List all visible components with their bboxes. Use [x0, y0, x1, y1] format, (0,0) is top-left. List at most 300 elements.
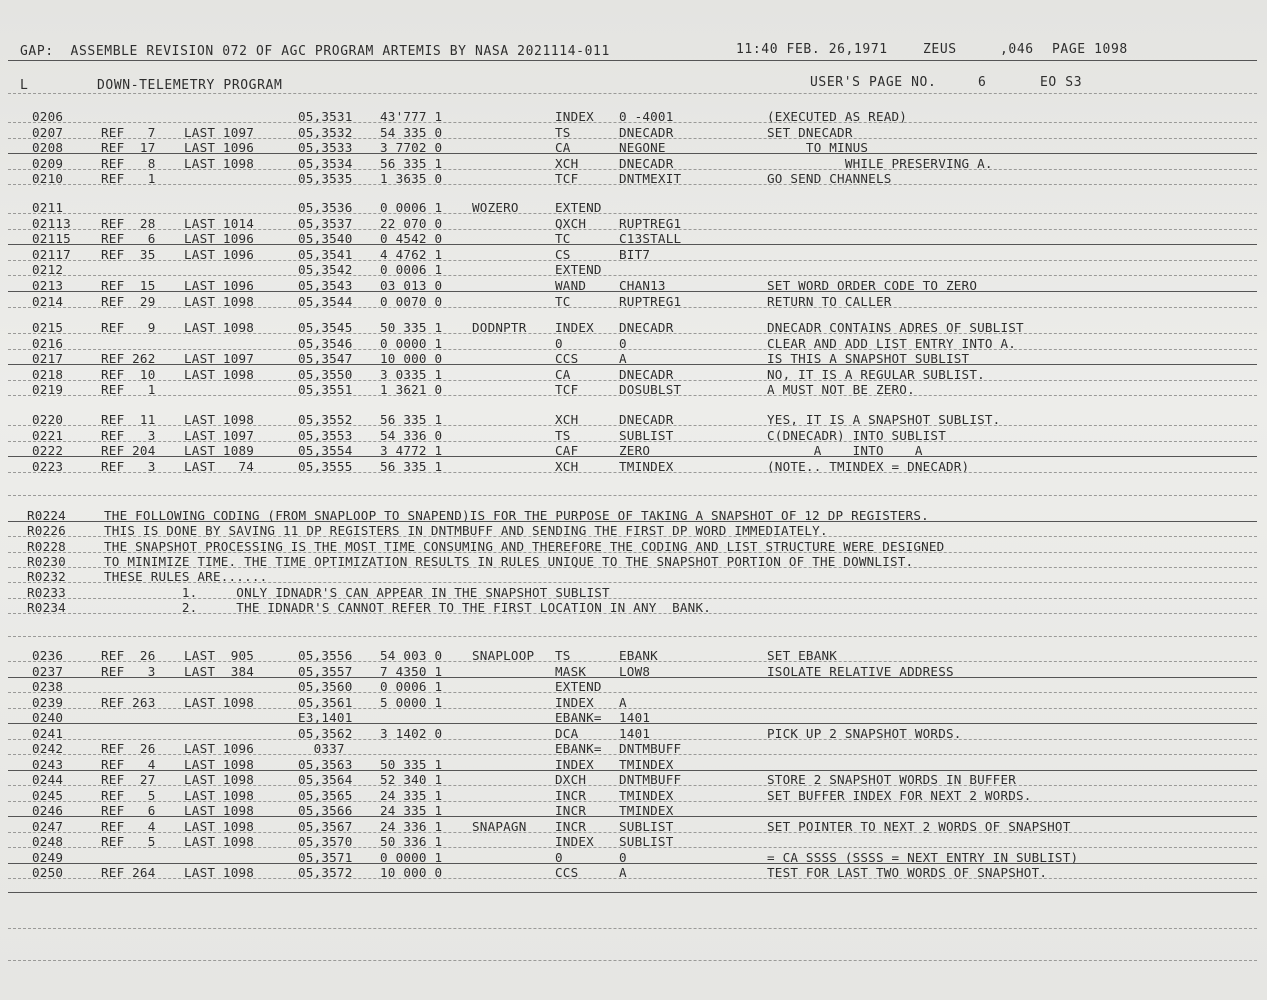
cell-card: 0209 — [32, 155, 64, 171]
cell-comment: TO MINUS — [767, 140, 869, 156]
cell-op: INCR — [555, 803, 587, 818]
cell-card: 0211 — [32, 200, 64, 215]
cell-op: XCH — [555, 412, 579, 427]
cell-ref: REF 3 — [101, 458, 156, 474]
cell-word: 43'777 1 — [380, 109, 443, 124]
cell-addr: 05,3551 — [298, 382, 353, 398]
cell-ref: REF 262 — [101, 351, 156, 367]
cell-card: 0220 — [32, 412, 64, 427]
cell-ref: REF 10 — [101, 366, 156, 382]
cell-ref: REF 204 — [101, 443, 156, 459]
cell-op: EXTEND — [555, 679, 602, 694]
cell-operand: A — [619, 694, 627, 710]
cell-operand: CHAN13 — [619, 278, 666, 293]
assembly-timestamp: 11:40 FEB. 26,1971 — [736, 42, 888, 57]
cell-op: EXTEND — [555, 262, 602, 278]
cell-word: 50 335 1 — [380, 320, 443, 335]
cell-operand: DNECADR — [619, 155, 674, 171]
cell-op: XCH — [555, 458, 579, 474]
solid-rule — [8, 770, 1257, 771]
cell-operand: BIT7 — [619, 246, 651, 262]
cell-op: TCF — [555, 171, 579, 187]
cell-addr: 05,3550 — [298, 366, 353, 382]
dashed-rule — [8, 138, 1257, 139]
cell-op: EBANK= — [555, 710, 602, 725]
cell-card: 0237 — [32, 663, 64, 679]
dashed-rule — [8, 333, 1257, 334]
cell-comment: C(DNECADR) INTO SUBLIST — [767, 427, 946, 443]
cell-comment: SET DNECADR — [767, 124, 853, 140]
cell-operand: 0 — [619, 335, 627, 351]
cell-op: DXCH — [555, 772, 587, 787]
cell-op: CCS — [555, 351, 579, 367]
cell-operand: A — [619, 865, 627, 880]
dashed-rule — [8, 472, 1257, 473]
cell-addr: 05,3570 — [298, 834, 353, 849]
cell-addr: 05,3554 — [298, 443, 353, 459]
dashed-rule — [8, 847, 1257, 848]
cell-addr: 05,3542 — [298, 262, 353, 278]
cell-addr: 05,3532 — [298, 124, 353, 140]
solid-rule — [8, 291, 1257, 292]
solid-rule — [8, 153, 1257, 154]
cell-addr: 05,3531 — [298, 109, 353, 124]
dashed-rule — [8, 380, 1257, 381]
dashed-rule — [8, 785, 1257, 786]
users-page-number: 6 — [978, 75, 987, 90]
cell-label: SNAPAGN — [472, 818, 527, 834]
cell-word: 10 000 0 — [380, 865, 443, 880]
cell-last: LAST 1096 — [184, 231, 255, 247]
cell-ref: REF 17 — [101, 140, 156, 156]
cell-ref: REF 27 — [101, 772, 156, 787]
assembly-code: ,046 — [1000, 42, 1034, 57]
cell-comment: DNECADR CONTAINS ADRES OF SUBLIST — [767, 320, 1024, 335]
cell-addr: 05,3571 — [298, 849, 353, 865]
cell-word: 0 0070 0 — [380, 293, 443, 309]
cell-card: 0210 — [32, 171, 64, 187]
cell-comment: WHILE PRESERVING A. — [767, 155, 993, 171]
dashed-rule — [8, 395, 1257, 396]
cell-ref: REF 4 — [101, 818, 156, 834]
cell-operand: EBANK — [619, 648, 658, 663]
cell-addr: 05,3537 — [298, 215, 353, 231]
cell-last: LAST 1014 — [184, 215, 255, 231]
cell-card: 0216 — [32, 335, 64, 351]
cell-operand: DNTMBUFF — [619, 772, 682, 787]
cell-last: LAST 905 — [184, 648, 255, 663]
cell-op: CAF — [555, 443, 579, 459]
cell-addr: 05,3563 — [298, 756, 353, 772]
dashed-rule — [8, 93, 1257, 94]
cell-ref: REF 7 — [101, 124, 156, 140]
cell-word: 1 3635 0 — [380, 171, 443, 187]
cell-op: DCA — [555, 725, 579, 741]
cell-operand: NEGONE — [619, 140, 666, 156]
cell-op: CS — [555, 246, 571, 262]
cell-operand: 0 — [619, 849, 627, 865]
cell-last: LAST 74 — [184, 458, 255, 474]
cell-op: TCF — [555, 382, 579, 398]
cell-word: 50 335 1 — [380, 756, 443, 772]
cell-label: WOZERO — [472, 200, 519, 215]
cell-last: LAST 1098 — [184, 803, 255, 818]
cell-last: LAST 1098 — [184, 818, 255, 834]
cell-comment: IS THIS A SNAPSHOT SUBLIST — [767, 351, 970, 367]
cell-card: 0206 — [32, 109, 64, 124]
cell-card: 0249 — [32, 849, 64, 865]
cell-card: 02117 — [32, 246, 71, 262]
cell-word: 56 335 1 — [380, 155, 443, 171]
eo-code: EO S3 — [1040, 75, 1083, 90]
cell-operand: DNECADR — [619, 412, 674, 427]
cell-word: 24 335 1 — [380, 787, 443, 803]
cell-operand: 1401 — [619, 725, 651, 741]
solid-rule — [8, 863, 1257, 864]
cell-ref: REF 1 — [101, 382, 156, 398]
cell-op: CA — [555, 366, 571, 382]
cell-last: LAST 1098 — [184, 320, 255, 335]
solid-rule — [8, 456, 1257, 457]
cell-addr: 05,3534 — [298, 155, 353, 171]
cell-card: 0217 — [32, 351, 64, 367]
remark-card: R0232 — [27, 569, 66, 585]
remark-text: THE SNAPSHOT PROCESSING IS THE MOST TIME CONSUMING AND THEREFORE THE CODING AND LIST STRUCTURE WERE DESIGNED — [104, 538, 945, 554]
cell-operand: TMINDEX — [619, 787, 674, 803]
section-title: DOWN-TELEMETRY PROGRAM — [97, 78, 283, 93]
cell-comment: YES, IT IS A SNAPSHOT SUBLIST. — [767, 412, 1001, 427]
cell-ref: REF 29 — [101, 293, 156, 309]
section-letter: L — [20, 78, 29, 93]
dashed-rule — [8, 754, 1257, 755]
cell-addr: 05,3564 — [298, 772, 353, 787]
dashed-rule — [8, 613, 1257, 614]
dashed-rule — [8, 960, 1257, 961]
cell-ref: REF 9 — [101, 320, 156, 335]
dashed-rule — [8, 169, 1257, 170]
cell-ref: REF 263 — [101, 694, 156, 710]
cell-word: 54 003 0 — [380, 648, 443, 663]
cell-word: 3 7702 0 — [380, 140, 443, 156]
cell-last: LAST 1098 — [184, 772, 255, 787]
cell-op: 0 — [555, 849, 563, 865]
dashed-rule — [8, 582, 1257, 583]
dashed-rule — [8, 567, 1257, 568]
cell-operand: SUBLIST — [619, 818, 674, 834]
cell-operand: DNTMBUFF — [619, 741, 682, 756]
cell-op: TC — [555, 293, 571, 309]
cell-card: 0246 — [32, 803, 64, 818]
cell-word: 5 0000 1 — [380, 694, 443, 710]
cell-card: 0243 — [32, 756, 64, 772]
cell-last: LAST 1089 — [184, 443, 255, 459]
cell-addr: 05,3535 — [298, 171, 353, 187]
dashed-rule — [8, 636, 1257, 637]
dashed-rule — [8, 349, 1257, 350]
cell-comment: CLEAR AND ADD LIST ENTRY INTO A. — [767, 335, 1017, 351]
cell-last: LAST 1098 — [184, 155, 255, 171]
cell-comment: = CA SSSS (SSSS = NEXT ENTRY IN SUBLIST) — [767, 849, 1079, 865]
cell-ref: REF 5 — [101, 834, 156, 849]
cell-addr: 05,3556 — [298, 648, 353, 663]
cell-card: 0218 — [32, 366, 64, 382]
cell-addr: 05,3547 — [298, 351, 353, 367]
solid-rule — [8, 723, 1257, 724]
cell-last: LAST 1098 — [184, 293, 255, 309]
cell-addr: 05,3545 — [298, 320, 353, 335]
cell-card: 0248 — [32, 834, 64, 849]
dashed-rule — [8, 441, 1257, 442]
cell-word: 10 000 0 — [380, 351, 443, 367]
cell-addr: 05,3533 — [298, 140, 353, 156]
cell-op: TS — [555, 427, 571, 443]
cell-word: 0 0006 1 — [380, 262, 443, 278]
cell-ref: REF 8 — [101, 155, 156, 171]
cell-word: 56 335 1 — [380, 412, 443, 427]
dashed-rule — [8, 739, 1257, 740]
cell-op: EBANK= — [555, 741, 602, 756]
cell-addr: 05,3561 — [298, 694, 353, 710]
cell-card: 0244 — [32, 772, 64, 787]
cell-word: 22 070 0 — [380, 215, 443, 231]
cell-card: 0223 — [32, 458, 64, 474]
header-rule — [8, 60, 1257, 61]
footer-rule — [8, 892, 1257, 893]
cell-ref: REF 5 — [101, 787, 156, 803]
cell-operand: LOW8 — [619, 663, 651, 679]
cell-word: 50 336 1 — [380, 834, 443, 849]
cell-op: INDEX — [555, 694, 594, 710]
remark-card: R0228 — [27, 538, 66, 554]
cell-operand: DNTMEXIT — [619, 171, 682, 187]
remark-card: R0234 — [27, 599, 66, 615]
cell-card: 0236 — [32, 648, 64, 663]
remark-text: THE FOLLOWING CODING (FROM SNAPLOOP TO SNAPEND)IS FOR THE PURPOSE OF TAKING A SNAPSHOT OF 12 DP REGISTERS. — [104, 508, 929, 523]
cell-last: LAST 1097 — [184, 427, 255, 443]
cell-addr: 05,3536 — [298, 200, 353, 215]
cell-addr: 05,3553 — [298, 427, 353, 443]
cell-comment: A INTO A — [767, 443, 923, 459]
cell-operand: 0 -4001 — [619, 109, 674, 124]
cell-operand: C13STALL — [619, 231, 682, 247]
cell-operand: RUPTREG1 — [619, 293, 682, 309]
cell-last: LAST 384 — [184, 663, 255, 679]
cell-ref: REF 4 — [101, 756, 156, 772]
assembly-header-title: GAP: ASSEMBLE REVISION 072 OF AGC PROGRAM ARTEMIS BY NASA 2021114-011 — [20, 44, 610, 59]
cell-operand: DNECADR — [619, 124, 674, 140]
cell-op: CA — [555, 140, 571, 156]
cell-ref: REF 3 — [101, 427, 156, 443]
cell-last: LAST 1096 — [184, 246, 255, 262]
cell-word: 54 336 0 — [380, 427, 443, 443]
cell-addr: 05,3572 — [298, 865, 353, 880]
cell-comment: RETURN TO CALLER — [767, 293, 892, 309]
cell-card: 0212 — [32, 262, 64, 278]
cell-last: LAST 1098 — [184, 694, 255, 710]
cell-comment: SET EBANK — [767, 648, 838, 663]
cell-ref: REF 26 — [101, 741, 156, 756]
cell-addr: 05,3562 — [298, 725, 353, 741]
cell-card: 0214 — [32, 293, 64, 309]
cell-addr: 05,3555 — [298, 458, 353, 474]
solid-rule — [8, 677, 1257, 678]
cell-card: 0221 — [32, 427, 64, 443]
cell-operand: SUBLIST — [619, 834, 674, 849]
cell-ref: REF 28 — [101, 215, 156, 231]
cell-addr: 0337 — [298, 741, 345, 756]
cell-op: MASK — [555, 663, 587, 679]
cell-comment: A MUST NOT BE ZERO. — [767, 382, 915, 398]
dashed-rule — [8, 425, 1257, 426]
cell-word: 0 0006 1 — [380, 679, 443, 694]
cell-word: 3 4772 1 — [380, 443, 443, 459]
dashed-rule — [8, 552, 1257, 553]
cell-card: 02115 — [32, 231, 71, 247]
cell-label: SNAPLOOP — [472, 648, 535, 663]
cell-op: INCR — [555, 818, 587, 834]
cell-card: 0240 — [32, 710, 64, 725]
cell-card: 02113 — [32, 215, 71, 231]
cell-last: LAST 1096 — [184, 278, 255, 293]
cell-op: CCS — [555, 865, 579, 880]
cell-word: 4 4762 1 — [380, 246, 443, 262]
remark-card: R0233 — [27, 584, 66, 600]
cell-last: LAST 1098 — [184, 787, 255, 803]
cell-addr: 05,3566 — [298, 803, 353, 818]
dashed-rule — [8, 692, 1257, 693]
cell-addr: 05,3541 — [298, 246, 353, 262]
dashed-rule — [8, 832, 1257, 833]
dashed-rule — [8, 801, 1257, 802]
cell-card: 0245 — [32, 787, 64, 803]
page-number: PAGE 1098 — [1052, 42, 1128, 57]
cell-last: LAST 1097 — [184, 124, 255, 140]
dashed-rule — [8, 495, 1257, 496]
solid-rule — [8, 521, 1257, 522]
cell-addr: 05,3543 — [298, 278, 353, 293]
cell-card: 0215 — [32, 320, 64, 335]
cell-word: 0 0006 1 — [380, 200, 443, 215]
cell-word: 0 0000 1 — [380, 849, 443, 865]
cell-op: INDEX — [555, 834, 594, 849]
cell-card: 0207 — [32, 124, 64, 140]
remark-card: R0224 — [27, 508, 66, 523]
cell-card: 0247 — [32, 818, 64, 834]
cell-op: INDEX — [555, 756, 594, 772]
remark-card: R0230 — [27, 553, 66, 569]
cell-operand: ZERO — [619, 443, 651, 459]
cell-word: 1 3621 0 — [380, 382, 443, 398]
cell-word: 3 0335 1 — [380, 366, 443, 382]
cell-card: 0242 — [32, 741, 64, 756]
cell-op: 0 — [555, 335, 563, 351]
remark-text: 2. THE IDNADR'S CANNOT REFER TO THE FIRST LOCATION IN ANY BANK. — [104, 599, 712, 615]
cell-operand: 1401 — [619, 710, 651, 725]
dashed-rule — [8, 928, 1257, 929]
cell-op: INDEX — [555, 320, 594, 335]
solid-rule — [8, 244, 1257, 245]
cell-card: 0222 — [32, 443, 64, 459]
cell-addr: 05,3557 — [298, 663, 353, 679]
cell-op: TS — [555, 648, 571, 663]
cell-comment: TEST FOR LAST TWO WORDS OF SNAPSHOT. — [767, 865, 1048, 880]
cell-ref: REF 3 — [101, 663, 156, 679]
cell-op: TS — [555, 124, 571, 140]
cell-last: LAST 1098 — [184, 366, 255, 382]
cell-operand: TMINDEX — [619, 458, 674, 474]
cell-comment: SET BUFFER INDEX FOR NEXT 2 WORDS. — [767, 787, 1032, 803]
cell-comment: PICK UP 2 SNAPSHOT WORDS. — [767, 725, 962, 741]
dashed-rule — [8, 598, 1257, 599]
cell-operand: SUBLIST — [619, 427, 674, 443]
cell-word: 3 1402 0 — [380, 725, 443, 741]
cell-last: LAST 1098 — [184, 834, 255, 849]
dashed-rule — [8, 229, 1257, 230]
cell-ref: REF 6 — [101, 231, 156, 247]
cell-last: LAST 1098 — [184, 412, 255, 427]
dashed-rule — [8, 307, 1257, 308]
cell-word: 52 340 1 — [380, 772, 443, 787]
cell-addr: E3,1401 — [298, 710, 353, 725]
cell-word: 0 4542 0 — [380, 231, 443, 247]
cell-comment: SET WORD ORDER CODE TO ZERO — [767, 278, 978, 293]
cell-op: TC — [555, 231, 571, 247]
cell-word: 54 335 0 — [380, 124, 443, 140]
cell-op: WAND — [555, 278, 587, 293]
dashed-rule — [8, 184, 1257, 185]
cell-word: 0 0000 1 — [380, 335, 443, 351]
cell-operand: RUPTREG1 — [619, 215, 682, 231]
cell-card: 0238 — [32, 679, 64, 694]
cell-op: INDEX — [555, 109, 594, 124]
cell-addr: 05,3540 — [298, 231, 353, 247]
cell-operand: TMINDEX — [619, 756, 674, 772]
cell-card: 0213 — [32, 278, 64, 293]
cell-op: QXCH — [555, 215, 587, 231]
cell-comment: SET POINTER TO NEXT 2 WORDS OF SNAPSHOT — [767, 818, 1071, 834]
solid-rule — [8, 364, 1257, 365]
cell-addr: 05,3544 — [298, 293, 353, 309]
cell-operand: A — [619, 351, 627, 367]
cell-ref: REF 1 — [101, 171, 156, 187]
cell-word: 56 335 1 — [380, 458, 443, 474]
cell-addr: 05,3552 — [298, 412, 353, 427]
cell-comment: ISOLATE RELATIVE ADDRESS — [767, 663, 954, 679]
cell-comment: (NOTE.. TMINDEX = DNECADR) — [767, 458, 970, 474]
cell-operand: TMINDEX — [619, 803, 674, 818]
cell-ref: REF 264 — [101, 865, 156, 880]
cell-op: XCH — [555, 155, 579, 171]
cell-comment: (EXECUTED AS READ) — [767, 109, 908, 124]
cell-ref: REF 11 — [101, 412, 156, 427]
remark-text: THIS IS DONE BY SAVING 11 DP REGISTERS IN DNTMBUFF AND SENDING THE FIRST DP WORD IMMEDIATELY. — [104, 523, 828, 539]
cell-card: 0250 — [32, 865, 64, 880]
dashed-rule — [8, 122, 1257, 123]
cell-last: LAST 1098 — [184, 865, 255, 880]
cell-last: LAST 1096 — [184, 140, 255, 156]
users-page-label: USER'S PAGE NO. — [810, 75, 937, 90]
cell-addr: 05,3565 — [298, 787, 353, 803]
cell-ref: REF 26 — [101, 648, 156, 663]
cell-operand: DOSUBLST — [619, 382, 682, 398]
cell-addr: 05,3567 — [298, 818, 353, 834]
cell-card: 0219 — [32, 382, 64, 398]
cell-word: 24 336 1 — [380, 818, 443, 834]
cell-comment: STORE 2 SNAPSHOT WORDS IN BUFFER — [767, 772, 1017, 787]
cell-word: 7 4350 1 — [380, 663, 443, 679]
cell-ref: REF 15 — [101, 278, 156, 293]
cell-last: LAST 1096 — [184, 741, 255, 756]
